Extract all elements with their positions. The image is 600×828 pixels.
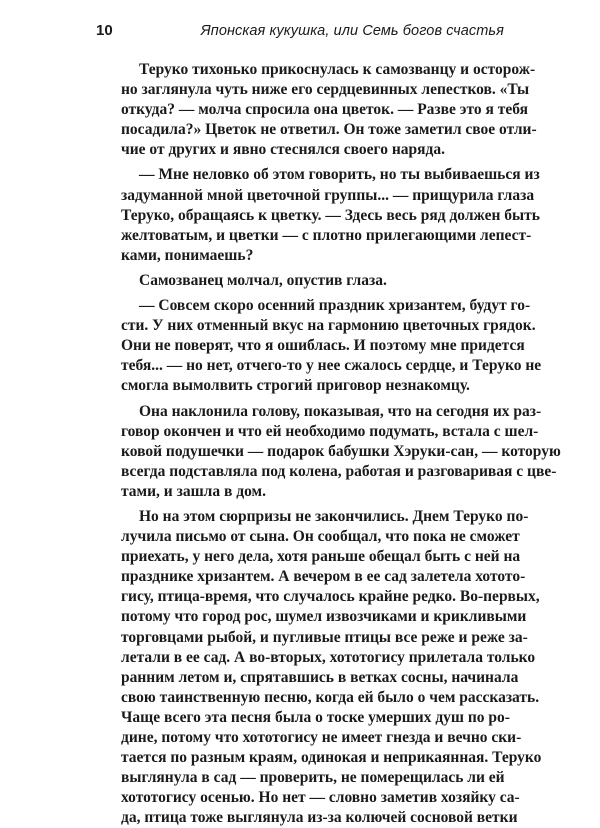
text-line: ранним летом и, спрятавшись в ветках сосны, начинала bbox=[121, 668, 519, 686]
text-line: хототогису осенью. Но нет — словно заметив хозяйку са- bbox=[121, 789, 520, 807]
text-line: Они не поверят, что я ошиблась. И поэтому мне придется bbox=[121, 337, 525, 355]
text-line: говор окончен и что ей необходимо подумать, встала с шел- bbox=[121, 422, 539, 440]
text-line: тами, и зашла в дом. bbox=[121, 482, 266, 500]
text-line: Она наклонила голову, показывая, что на сегодня их раз- bbox=[139, 402, 542, 420]
running-title: Японская кукушка, или Семь богов счастья bbox=[200, 23, 504, 39]
text-line: тебя... — но нет, отчего-то у нее сжалось сердце, и Теруко не bbox=[121, 357, 542, 375]
text-line: но заглянула чуть ниже его сердцевинных лепестков. «Ты bbox=[121, 81, 530, 99]
text-line: ками, понимаешь? bbox=[121, 246, 254, 264]
text-line: летали в ее сад. А во-вторых, хототогису прилетала только bbox=[121, 648, 536, 666]
text-line: выглянула в сад — проверить, не померещилась ли ей bbox=[121, 769, 505, 787]
text-line: — Совсем скоро осенний праздник хризантем, будут го- bbox=[139, 297, 531, 315]
text-line: ковой подушечки — подарок бабушки Хэруки-сан, — которую bbox=[121, 442, 561, 460]
text-line: торговцами рыбой, и пугливые птицы все реже и реже за- bbox=[121, 628, 528, 646]
paragraph bbox=[103, 507, 542, 828]
running-head bbox=[96, 22, 504, 46]
text-line: Самозванец молчал, опустив глаза. bbox=[139, 271, 387, 289]
text-line: смогла вымолвить строгий приговор незнакомцу. bbox=[121, 377, 470, 395]
text-line: — Мне неловко об этом говорить, но ты выбиваешься из bbox=[139, 166, 540, 184]
text-line: посадила?» Цветок не ответил. Он тоже заметил свое отли- bbox=[121, 121, 537, 139]
text-line: дине, потому что хототогису не имеет гнезда и вечно ски- bbox=[121, 729, 522, 746]
text-line: празднике хризантем. А вечером в ее сад залетела хотото- bbox=[121, 568, 526, 586]
text-line: тается по разным краям, одинокая и неприкаянная. Теруко bbox=[121, 749, 542, 767]
text-line: всегда подставляла под колена, работая и разговаривая с цве- bbox=[121, 462, 557, 480]
paragraph bbox=[103, 165, 540, 265]
text-line: свою таинственную песню, когда ей было о чем рассказать. bbox=[121, 688, 540, 706]
text-line: задуманной мной цветочной группы... — прищурила глаза bbox=[121, 186, 535, 204]
text-line: Чаще всего эта песня была о тоске умерших душ по ро- bbox=[121, 708, 510, 726]
text-line: чие от других и явно стеснялся своего наряда. bbox=[121, 141, 445, 159]
text-line: гису, птица-время, что случалось крайне редко. Во-первых, bbox=[121, 588, 540, 606]
text-line: Теруко, обращаясь к цветку. — Здесь весь ряд должен быть bbox=[121, 206, 540, 224]
text-line: сти. У них отменный вкус на гармонию цветочных грядок. bbox=[121, 317, 536, 335]
text-line: Но на этом сюрпризы не закончились. Днем Теруко по- bbox=[139, 507, 529, 525]
text-line: Теруко тихонько прикоснулась к самозванцу и осторож- bbox=[139, 61, 536, 78]
paragraph bbox=[103, 296, 542, 396]
text-line: откуда? — молча спросила она цветок. — Разве это я тебя bbox=[121, 101, 529, 119]
text-line: приехать, у него дела, хотя раньше обещал быть с ней на bbox=[121, 548, 521, 566]
page-number: 10 bbox=[96, 22, 113, 39]
paragraph bbox=[103, 402, 561, 502]
paragraph bbox=[103, 60, 537, 160]
text-line: да, птица тоже выглянула из-за колючей сосновой ветки bbox=[121, 809, 518, 827]
paragraph bbox=[103, 271, 497, 291]
text-line: желтоватым, и цветки — с плотно прилегающими лепест- bbox=[121, 226, 532, 244]
text-line: лучила письмо от сына. Он сообщал, что пока не сможет bbox=[121, 528, 520, 546]
body-text bbox=[103, 60, 561, 828]
text-line: потому что город рос, шумел извозчиками и крикливыми bbox=[121, 608, 527, 626]
